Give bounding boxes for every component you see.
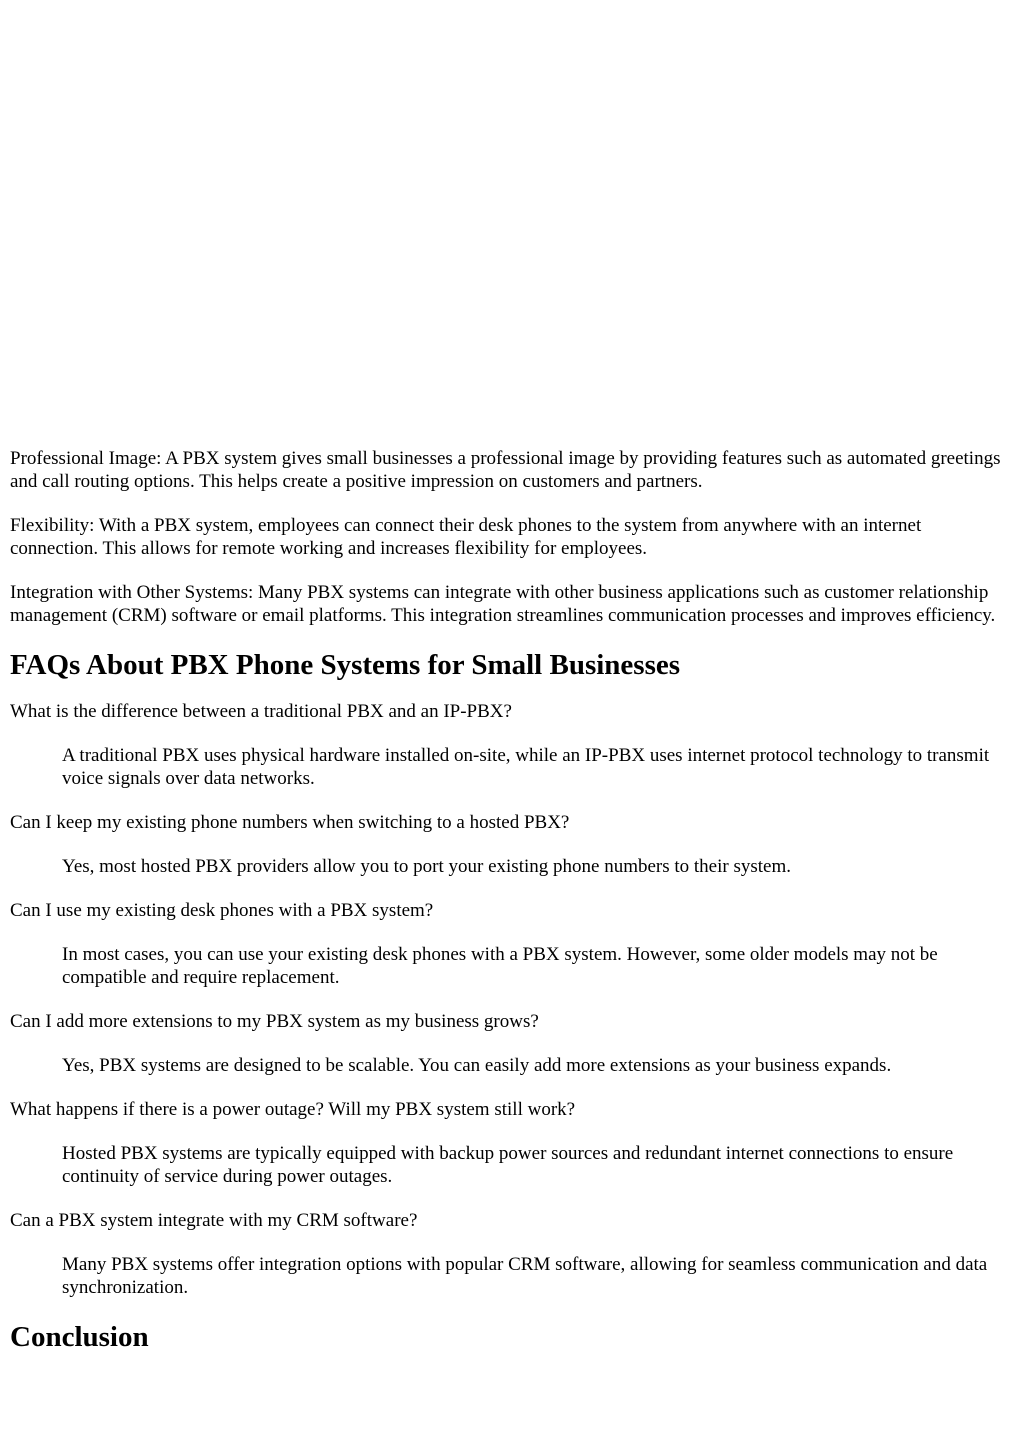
blank-image-area bbox=[0, 0, 1024, 447]
faq-question: Can I use my existing desk phones with a PBX system? bbox=[10, 900, 434, 921]
faq-answer: Yes, most hosted PBX providers allow you to port your existing phone numbers to their system. bbox=[62, 856, 792, 877]
faq-answer: Yes, PBX systems are designed to be scalable. You can easily add more extensions as your business expands. bbox=[62, 1055, 892, 1076]
paragraph-flexibility: Flexibility: With a PBX system, employees can connect their desk phones to the system from anywhere with an internet connection. This allows for remote working and increases flexibility for employees. bbox=[10, 515, 922, 559]
paragraph-integration: Integration with Other Systems: Many PBX systems can integrate with other business applications such as customer relationship management (CRM) software or email platforms. This integration streamlines communication processes and improves efficiency. bbox=[10, 582, 996, 626]
faq-answer: In most cases, you can use your existing desk phones with a PBX system. However, some older models may not be compatible and require replacement. bbox=[62, 944, 938, 988]
faq-question: Can a PBX system integrate with my CRM software? bbox=[10, 1210, 418, 1231]
paragraph-professional-image: Professional Image: A PBX system gives small businesses a professional image by providing features such as automated greetings and call routing options. This helps create a positive impression on customers and partners. bbox=[10, 448, 1001, 492]
faq-question: What happens if there is a power outage? Will my PBX system still work? bbox=[10, 1099, 576, 1120]
faq-question: Can I add more extensions to my PBX system as my business grows? bbox=[10, 1011, 539, 1032]
faq-list bbox=[10, 700, 1014, 1299]
faq-answer: Many PBX systems offer integration options with popular CRM software, allowing for seamless communication and data synchronization. bbox=[62, 1254, 988, 1298]
conclusion-heading: Conclusion bbox=[10, 1321, 149, 1353]
faq-question: Can I keep my existing phone numbers when switching to a hosted PBX? bbox=[10, 812, 570, 833]
article-body bbox=[0, 447, 1024, 1354]
faq-answer: A traditional PBX uses physical hardware installed on-site, while an IP-PBX uses internet protocol technology to transmit voice signals over data networks. bbox=[62, 745, 990, 789]
faq-question: What is the difference between a traditional PBX and an IP-PBX? bbox=[10, 701, 512, 722]
faq-answer: Hosted PBX systems are typically equipped with backup power sources and redundant internet connections to ensure continuity of service during power outages. bbox=[62, 1143, 954, 1187]
faq-heading: FAQs About PBX Phone Systems for Small Businesses bbox=[10, 649, 681, 681]
